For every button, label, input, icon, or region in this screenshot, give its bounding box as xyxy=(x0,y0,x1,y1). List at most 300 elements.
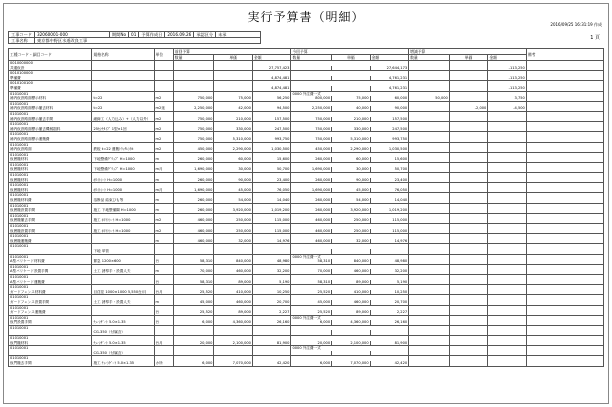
row-budget-qty: 260,000 xyxy=(173,198,214,203)
row-unit: m2 xyxy=(154,229,173,234)
row-budget-price: 410,000 xyxy=(214,290,253,295)
row-current-note: 0000 外注費一式 xyxy=(291,91,409,96)
row-change-amount: -113,250 xyxy=(488,66,527,71)
row-current-amount: 14,976 xyxy=(370,239,409,244)
row-code: 01010001 xyxy=(9,244,92,249)
row-budget-amount: 4,874,481 xyxy=(252,76,291,81)
col-current-qty: 数量 xyxy=(291,55,332,61)
row-budget-price: 89,000 xyxy=(214,280,253,285)
row-spec: 目荏荏 1000×1000 5,550台/月 xyxy=(92,290,154,295)
row-current-amount: 42,420 xyxy=(370,361,409,366)
row-code: 01010001 xyxy=(9,285,92,290)
row-name: 仮囲撤材料 xyxy=(9,157,92,162)
work-header xyxy=(8,31,261,44)
row-change-amount: -4,500 xyxy=(488,106,527,111)
row-spec: 施工 ﾁｪｰﾝｹﾞｰﾄ 5.0×1.35 xyxy=(92,361,154,366)
row-budget-price: 4,360,000 xyxy=(214,320,253,325)
row-current-amount: 4,761,231 xyxy=(370,76,409,81)
row-budget-price: 54,000 xyxy=(214,198,253,203)
col-current-price: 単価 xyxy=(332,55,371,61)
row-spec: 溶断品 結束ひも等 xyxy=(92,198,154,203)
col-current-amount: 金額 xyxy=(370,55,409,61)
row-budget-qty: 750,000 xyxy=(173,96,214,101)
row-budget-price: 45,000 xyxy=(214,188,253,193)
row-budget-qty: 20,000 xyxy=(173,341,214,346)
col-change-price: 単価 xyxy=(449,55,488,61)
col-unit: 単位 xyxy=(154,49,173,61)
row-current-amount: 115,000 xyxy=(370,229,409,234)
row-current-price: 460,000 xyxy=(332,300,371,305)
row-code: 01010001 xyxy=(9,305,92,310)
row-current-price: 90,000 xyxy=(332,178,371,183)
row-budget-amount: 81,900 xyxy=(252,341,291,346)
row-name: 仮囲撤材料費 xyxy=(9,198,92,203)
row-current-price: 89,000 xyxy=(332,310,371,315)
row-name: 準備費 xyxy=(9,86,92,91)
col-budget-price: 単価 xyxy=(214,55,253,61)
row-current-amount: 14,040 xyxy=(370,198,409,203)
row-current-amount: 10,250 xyxy=(370,290,409,295)
row-name: 補内仮設路面標示運搬費 xyxy=(9,137,92,142)
row-budget-amount: 32,200 xyxy=(252,269,291,274)
row-budget-price: 3,920,000 xyxy=(214,208,253,213)
row-code: 01010001 xyxy=(9,264,92,269)
row-budget-amount: 26,160 xyxy=(252,320,291,325)
row-code: 01010001 xyxy=(9,346,92,351)
page-label: 頁 xyxy=(594,35,600,41)
row-note xyxy=(526,361,603,366)
row-spec: 施工 ﾎﾜｲﾄｼｰﾄ H=1000 xyxy=(92,229,154,234)
budget-date: 2016.09.26 xyxy=(165,32,194,38)
row-current-price: 250,000 xyxy=(332,218,371,223)
row-budget-qty: 6,000 xyxy=(173,320,214,325)
row-unit: m月 xyxy=(154,188,173,193)
row-change-price: -2,000 xyxy=(449,106,488,111)
row-code: 01010001 xyxy=(9,122,92,127)
row-budget-price: 460,000 xyxy=(214,269,253,274)
row-current-amount: 27,644,173 xyxy=(370,66,409,71)
row-spec: 鉄板 t=22 運搬ﾄﾗｯｸﾚﾝﾀﾙ xyxy=(92,147,154,152)
row-budget-amount: 1,030,500 xyxy=(252,147,291,152)
row-code: 01010001 xyxy=(9,193,92,198)
row-current-qty: 1,690,000 xyxy=(291,188,332,193)
row-name: A型バリケード設置手間 xyxy=(9,269,92,274)
work-code-label: 工事コード xyxy=(9,32,35,38)
row-budget-qty: 58,310 xyxy=(173,259,214,264)
row-current-price: 30,000 xyxy=(332,167,371,172)
row-budget-amount: 48,980 xyxy=(252,259,291,264)
row-budget-price: 840,000 xyxy=(214,259,253,264)
row-name: 仮囲撤設置手間 xyxy=(9,208,92,213)
row-budget-price: 5,310,000 xyxy=(214,137,253,142)
row-current-amount: 157,500 xyxy=(370,117,409,122)
row-current-qty: 460,000 xyxy=(291,218,332,223)
table-body xyxy=(9,61,604,367)
row-spec: 下地 単管 xyxy=(92,249,154,254)
row-name: 共通仮設 xyxy=(9,66,92,71)
row-current-price: 2,100,000 xyxy=(332,341,371,346)
row-name: 仮囲撤材料 xyxy=(9,167,92,172)
report-sheet xyxy=(3,3,609,404)
col-change-amount: 金額 xyxy=(488,55,527,61)
row-current-qty: 1,690,000 xyxy=(291,167,332,172)
row-current-price: 7,070,000 xyxy=(332,361,371,366)
row-budget-qty: 750,000 xyxy=(173,117,214,122)
col-change-qty: 数量 xyxy=(409,55,450,61)
row-current-price: 40,000 xyxy=(332,106,371,111)
row-budget-amount: 10,250 xyxy=(252,290,291,295)
row-current-amount: 60,000 xyxy=(370,96,409,101)
row-code: 01010001 xyxy=(9,213,92,218)
row-name: 仮囲撤材料 xyxy=(9,188,92,193)
row-budget-qty: 70,000 xyxy=(173,269,214,274)
period-value: 01 xyxy=(129,32,139,38)
row-current-qty: 25,520 xyxy=(291,310,332,315)
row-unit: m2延 xyxy=(154,106,173,111)
row-code: 01010001 xyxy=(9,315,92,320)
row-budget-amount: 115,000 xyxy=(252,229,291,234)
row-current-price: 60,000 xyxy=(332,157,371,162)
row-budget-amount: 20,700 xyxy=(252,300,291,305)
row-code: 0010100000 xyxy=(9,71,92,76)
row-budget-price: 460,000 xyxy=(214,300,253,305)
row-budget-price: 2,290,000 xyxy=(214,147,253,152)
row-budget-price: 75,000 xyxy=(214,96,253,101)
row-budget-price: 90,000 xyxy=(214,178,253,183)
row-budget-amount: 27,757,423 xyxy=(252,66,291,71)
row-code: 01010001 xyxy=(9,295,92,300)
row-budget-amount: 94,500 xyxy=(252,106,291,111)
row-name: 仮囲撤設置手間 xyxy=(9,229,92,234)
row-current-qty: 260,000 xyxy=(291,198,332,203)
row-current-price: 2,290,000 xyxy=(332,147,371,152)
row-name: A型バリケード材料費 xyxy=(9,259,92,264)
row-budget-price: 2,100,000 xyxy=(214,341,253,346)
row-change-amount: -113,250 xyxy=(488,76,527,81)
row-spec: 土工 誘導手・設置人夫 xyxy=(92,300,154,305)
row-current-amount: 15,600 xyxy=(370,157,409,162)
row-unit: m2 xyxy=(154,127,173,132)
report-title: 実行予算書（明細） xyxy=(247,10,365,24)
row-budget-amount: 1,019,200 xyxy=(252,208,291,213)
row-budget-price: 30,000 xyxy=(214,167,253,172)
row-current-price: 4,360,000 xyxy=(332,320,371,325)
row-budget-qty: 460,000 xyxy=(173,239,214,244)
row-current-price: 410,000 xyxy=(332,290,371,295)
row-current-price: 89,000 xyxy=(332,280,371,285)
row-budget-qty: 58,310 xyxy=(173,280,214,285)
row-budget-qty: 750,000 xyxy=(173,137,214,142)
row-budget-qty: 260,000 xyxy=(173,178,214,183)
row-current-qty: 750,000 xyxy=(291,137,332,142)
row-name: 仮囲撤材料 xyxy=(9,178,92,183)
row-budget-price: 7,070,000 xyxy=(214,361,253,366)
row-spec: ﾎﾜｲﾄｼｰﾄ H=1000 xyxy=(92,188,154,193)
row-name: 仮囲撤運搬費 xyxy=(9,239,92,244)
row-spec: 下地整備ｸﾞﾘｯﾌﾟ H=1000 xyxy=(92,157,154,162)
col-budget: 前回予算 xyxy=(173,49,291,55)
row-current-note: 0000 外注費一式 xyxy=(291,346,409,351)
row-current-qty: 800,000 xyxy=(291,96,332,101)
row-budget-qty: 460,000 xyxy=(173,229,214,234)
work-code: 32060001-000 xyxy=(34,32,109,38)
row-name: ガードフェンス材料費 xyxy=(9,290,92,295)
row-name: A型バリケード運搬費 xyxy=(9,280,92,285)
row-code: 01010001 xyxy=(9,224,92,229)
row-spec: 施工 ﾎﾜｲﾄｼｰﾄ H=1000 xyxy=(92,218,154,223)
work-name: 東京都中野区水道改良工事 xyxy=(34,38,260,44)
row-current-qty: 450,000 xyxy=(291,147,332,152)
budget-table xyxy=(8,48,604,367)
row-budget-qty: 6,000 xyxy=(173,361,214,366)
row-current-price: 75,000 xyxy=(332,96,371,101)
row-name: 準備費 xyxy=(9,76,92,81)
row-code: 0010100100 xyxy=(9,81,92,86)
row-spec: 緊急 1200×600 xyxy=(92,259,154,264)
row-current-qty: 70,000 xyxy=(291,269,332,274)
row-spec: CG-350（付属含） xyxy=(92,351,154,356)
budget-date-label: 予算作成日 xyxy=(139,32,165,38)
row-spec: 細線工（人力込み）+（人力以外） xyxy=(92,117,154,122)
row-current-qty: 460,000 xyxy=(291,239,332,244)
printed-label: 作成 xyxy=(594,22,602,27)
row-code: 01010001 xyxy=(9,152,92,157)
row-budget-price: 250,000 xyxy=(214,218,253,223)
row-current-price: 250,000 xyxy=(332,229,371,234)
row-current-amount: 90,000 xyxy=(370,106,409,111)
approval-label: 承認区分 xyxy=(194,32,216,38)
row-code: 01010001 xyxy=(9,254,92,259)
row-current-qty: 6,000 xyxy=(291,361,332,366)
row-code: 01010001 xyxy=(9,91,92,96)
row-budget-price: 60,000 xyxy=(214,157,253,162)
page-info xyxy=(590,34,600,41)
row-unit: m2 xyxy=(154,218,173,223)
row-name: 補内仮設路面標示撤去材料 xyxy=(9,106,92,111)
row-unit: 台 xyxy=(154,280,173,285)
row-unit: m月 xyxy=(154,167,173,172)
row-change-price xyxy=(449,361,488,366)
row-unit: m xyxy=(154,239,173,244)
row-name: ガードフェンス運搬費 xyxy=(9,310,92,315)
row-current-amount: 50,700 xyxy=(370,167,409,172)
row-spec: ﾎﾜｲﾄｼｰﾄ H=1000 xyxy=(92,178,154,183)
row-code: 0010000000 xyxy=(9,61,92,66)
col-code: 工種コード・細目コード xyxy=(9,49,92,61)
row-unit: 台月 xyxy=(154,290,173,295)
row-unit: 台 xyxy=(154,310,173,315)
row-change-qty xyxy=(409,361,450,366)
row-spec: ﾁｪｰﾝｹﾞｰﾄ 5.0×1.35 xyxy=(92,320,154,325)
row-budget-amount: 50,700 xyxy=(252,167,291,172)
row-code: 01010001 xyxy=(9,132,92,137)
row-change-qty: 50,000 xyxy=(409,96,450,101)
row-unit: カ所 xyxy=(154,361,173,366)
row-spec: 施工 下地整備鋼 H=1000 xyxy=(92,208,154,213)
table-header xyxy=(9,49,604,61)
row-current-amount: 81,900 xyxy=(370,341,409,346)
row-unit: m xyxy=(154,269,173,274)
row-name: 仮囲撤撤去手間 xyxy=(9,218,92,223)
row-current-qty: 460,000 xyxy=(291,229,332,234)
row-budget-qty: 2,250,000 xyxy=(173,106,214,111)
row-current-amount: 23,400 xyxy=(370,178,409,183)
row-unit: 台 xyxy=(154,259,173,264)
row-spec: 下地整備ｸﾞﾘｯﾌﾟ H=1000 xyxy=(92,167,154,172)
row-budget-price: 210,000 xyxy=(214,117,253,122)
row-unit: m xyxy=(154,178,173,183)
row-current-qty: 260,000 xyxy=(291,178,332,183)
row-current-amount: 48,980 xyxy=(370,259,409,264)
row-code: 01010001 xyxy=(9,274,92,279)
col-change: 増減予算 xyxy=(409,49,527,55)
row-budget-price: 89,000 xyxy=(214,310,253,315)
row-name: 補内仮設路面 xyxy=(9,147,92,152)
row-code: 01010001 xyxy=(9,142,92,147)
row-current-price: 3,920,000 xyxy=(332,208,371,213)
row-budget-amount: 115,000 xyxy=(252,218,291,223)
row-current-amount: 2,227 xyxy=(370,310,409,315)
row-current-qty: 20,000 xyxy=(291,341,332,346)
row-unit: 台月 xyxy=(154,341,173,346)
row-budget-price: 330,000 xyxy=(214,127,253,132)
row-code: 01010001 xyxy=(9,336,92,341)
row-budget-qty: 750,000 xyxy=(173,127,214,132)
row-budget-qty: 260,000 xyxy=(173,157,214,162)
row-current-price: 54,000 xyxy=(332,198,371,203)
row-current-qty: 58,310 xyxy=(291,259,332,264)
row-name: 仮門設置手間 xyxy=(9,320,92,325)
row-budget-amount: 15,600 xyxy=(252,157,291,162)
row-change-amount xyxy=(488,361,527,366)
row-current-price: 5,310,000 xyxy=(332,137,371,142)
row-current-qty: 6,000 xyxy=(291,320,332,325)
row-current-qty: 45,000 xyxy=(291,300,332,305)
row-spec: 25ｾﾝﾁﾀｲﾌﾟ 1型×1回 xyxy=(92,127,154,132)
col-spec: 規格名称 xyxy=(92,49,154,61)
col-budget-amount: 金額 xyxy=(252,55,291,61)
row-current-price: 330,000 xyxy=(332,127,371,132)
row-current-qty: 2,250,000 xyxy=(291,106,332,111)
row-current-amount: 26,160 xyxy=(370,320,409,325)
row-unit: m xyxy=(154,198,173,203)
approval-value: 未承 xyxy=(216,32,261,38)
row-name: 補内仮設路面標示撤去手間 xyxy=(9,117,92,122)
col-budget-qty: 数量 xyxy=(173,55,214,61)
row-budget-price: 250,000 xyxy=(214,229,253,234)
row-change-amount: -113,250 xyxy=(488,86,527,91)
row-budget-qty: 45,000 xyxy=(173,300,214,305)
row-budget-price: 32,000 xyxy=(214,239,253,244)
row-budget-qty: 1,690,000 xyxy=(173,167,214,172)
row-budget-amount: 5,190 xyxy=(252,280,291,285)
printed-stamp xyxy=(550,22,602,28)
col-current: 今回予算 xyxy=(291,49,409,55)
row-current-qty: 25,520 xyxy=(291,290,332,295)
row-budget-qty: 1,690,000 xyxy=(173,188,214,193)
row-budget-amount: 23,400 xyxy=(252,178,291,183)
row-budget-amount: 4,874,481 xyxy=(252,86,291,91)
row-unit: m xyxy=(154,208,173,213)
row-current-amount: 20,700 xyxy=(370,300,409,305)
row-budget-amount: 247,500 xyxy=(252,127,291,132)
row-current-amount: 115,000 xyxy=(370,218,409,223)
row-budget-amount: 157,500 xyxy=(252,117,291,122)
row-current-qty: 750,000 xyxy=(291,127,332,132)
row-code: 01010001 xyxy=(9,183,92,188)
row-name: 補内仮設路面標示撤去機械損料 xyxy=(9,127,92,132)
row-budget-qty: 260,000 xyxy=(173,208,214,213)
work-name-label: 工事名称 xyxy=(9,38,35,44)
row-unit: m2 xyxy=(154,117,173,122)
row-current-amount: 32,200 xyxy=(370,269,409,274)
row-current-note: 0000 外注費一式 xyxy=(291,315,409,320)
row-change-amount: 3,750 xyxy=(488,96,527,101)
printed-time: 16:31:19 xyxy=(574,22,593,27)
row-budget-amount: 993,750 xyxy=(252,137,291,142)
row-current-amount: 1,019,200 xyxy=(370,208,409,213)
row-budget-qty: 460,000 xyxy=(173,218,214,223)
row-name: 補内仮設路面標示材料 xyxy=(9,96,92,101)
row-current-amount: 4,761,231 xyxy=(370,86,409,91)
row-current-amount: 76,050 xyxy=(370,188,409,193)
row-current-amount: 1,030,500 xyxy=(370,147,409,152)
row-current-amount: 993,750 xyxy=(370,137,409,142)
row-name: 仮門撤去手間 xyxy=(9,361,92,366)
row-code: 01010001 xyxy=(9,234,92,239)
page-number: 1 xyxy=(590,35,594,41)
row-budget-amount: 42,420 xyxy=(252,361,291,366)
row-name: 仮門撤材料 xyxy=(9,341,92,346)
period-label: 期間No xyxy=(109,32,128,38)
row-current-price: 840,000 xyxy=(332,259,371,264)
row-code: 01010001 xyxy=(9,101,92,106)
row-current-note: 0000 外注費一式 xyxy=(291,254,409,259)
row-current-amount: 247,500 xyxy=(370,127,409,132)
row-code: 01010001 xyxy=(9,203,92,208)
row-code: 01010001 xyxy=(9,162,92,167)
row-budget-amount: 2,227 xyxy=(252,310,291,315)
row-unit: m2 xyxy=(154,96,173,101)
row-budget-amount: 76,050 xyxy=(252,188,291,193)
row-code: 01010001 xyxy=(9,325,92,330)
row-budget-qty: 450,000 xyxy=(173,147,214,152)
row-unit: m2 xyxy=(154,147,173,152)
row-current-qty: 260,000 xyxy=(291,157,332,162)
row-current-amount: 5,190 xyxy=(370,280,409,285)
row-current-price: 45,000 xyxy=(332,188,371,193)
row-spec: t=22 xyxy=(92,106,154,111)
row-current-qty: 750,000 xyxy=(291,117,332,122)
row-current-qty: 260,000 xyxy=(291,208,332,213)
row-budget-amount: 14,976 xyxy=(252,239,291,244)
row-budget-qty: 25,520 xyxy=(173,310,214,315)
row-current-price: 210,000 xyxy=(332,117,371,122)
col-note: 備考 xyxy=(526,49,603,61)
row-code: 01010001 xyxy=(9,356,92,361)
row-budget-price: 42,000 xyxy=(214,106,253,111)
table-row-detail xyxy=(9,361,604,366)
printed-date: 2016/09/25 xyxy=(550,22,574,27)
row-spec: t=22 xyxy=(92,96,154,101)
row-code: 01010001 xyxy=(9,111,92,116)
row-unit: m xyxy=(154,157,173,162)
row-budget-qty: 25,520 xyxy=(173,290,214,295)
row-name: ガードフェンス設置手間 xyxy=(9,300,92,305)
row-code: 01010001 xyxy=(9,173,92,178)
row-unit: 台 xyxy=(154,320,173,325)
row-spec: CG-350（付属含） xyxy=(92,330,154,335)
